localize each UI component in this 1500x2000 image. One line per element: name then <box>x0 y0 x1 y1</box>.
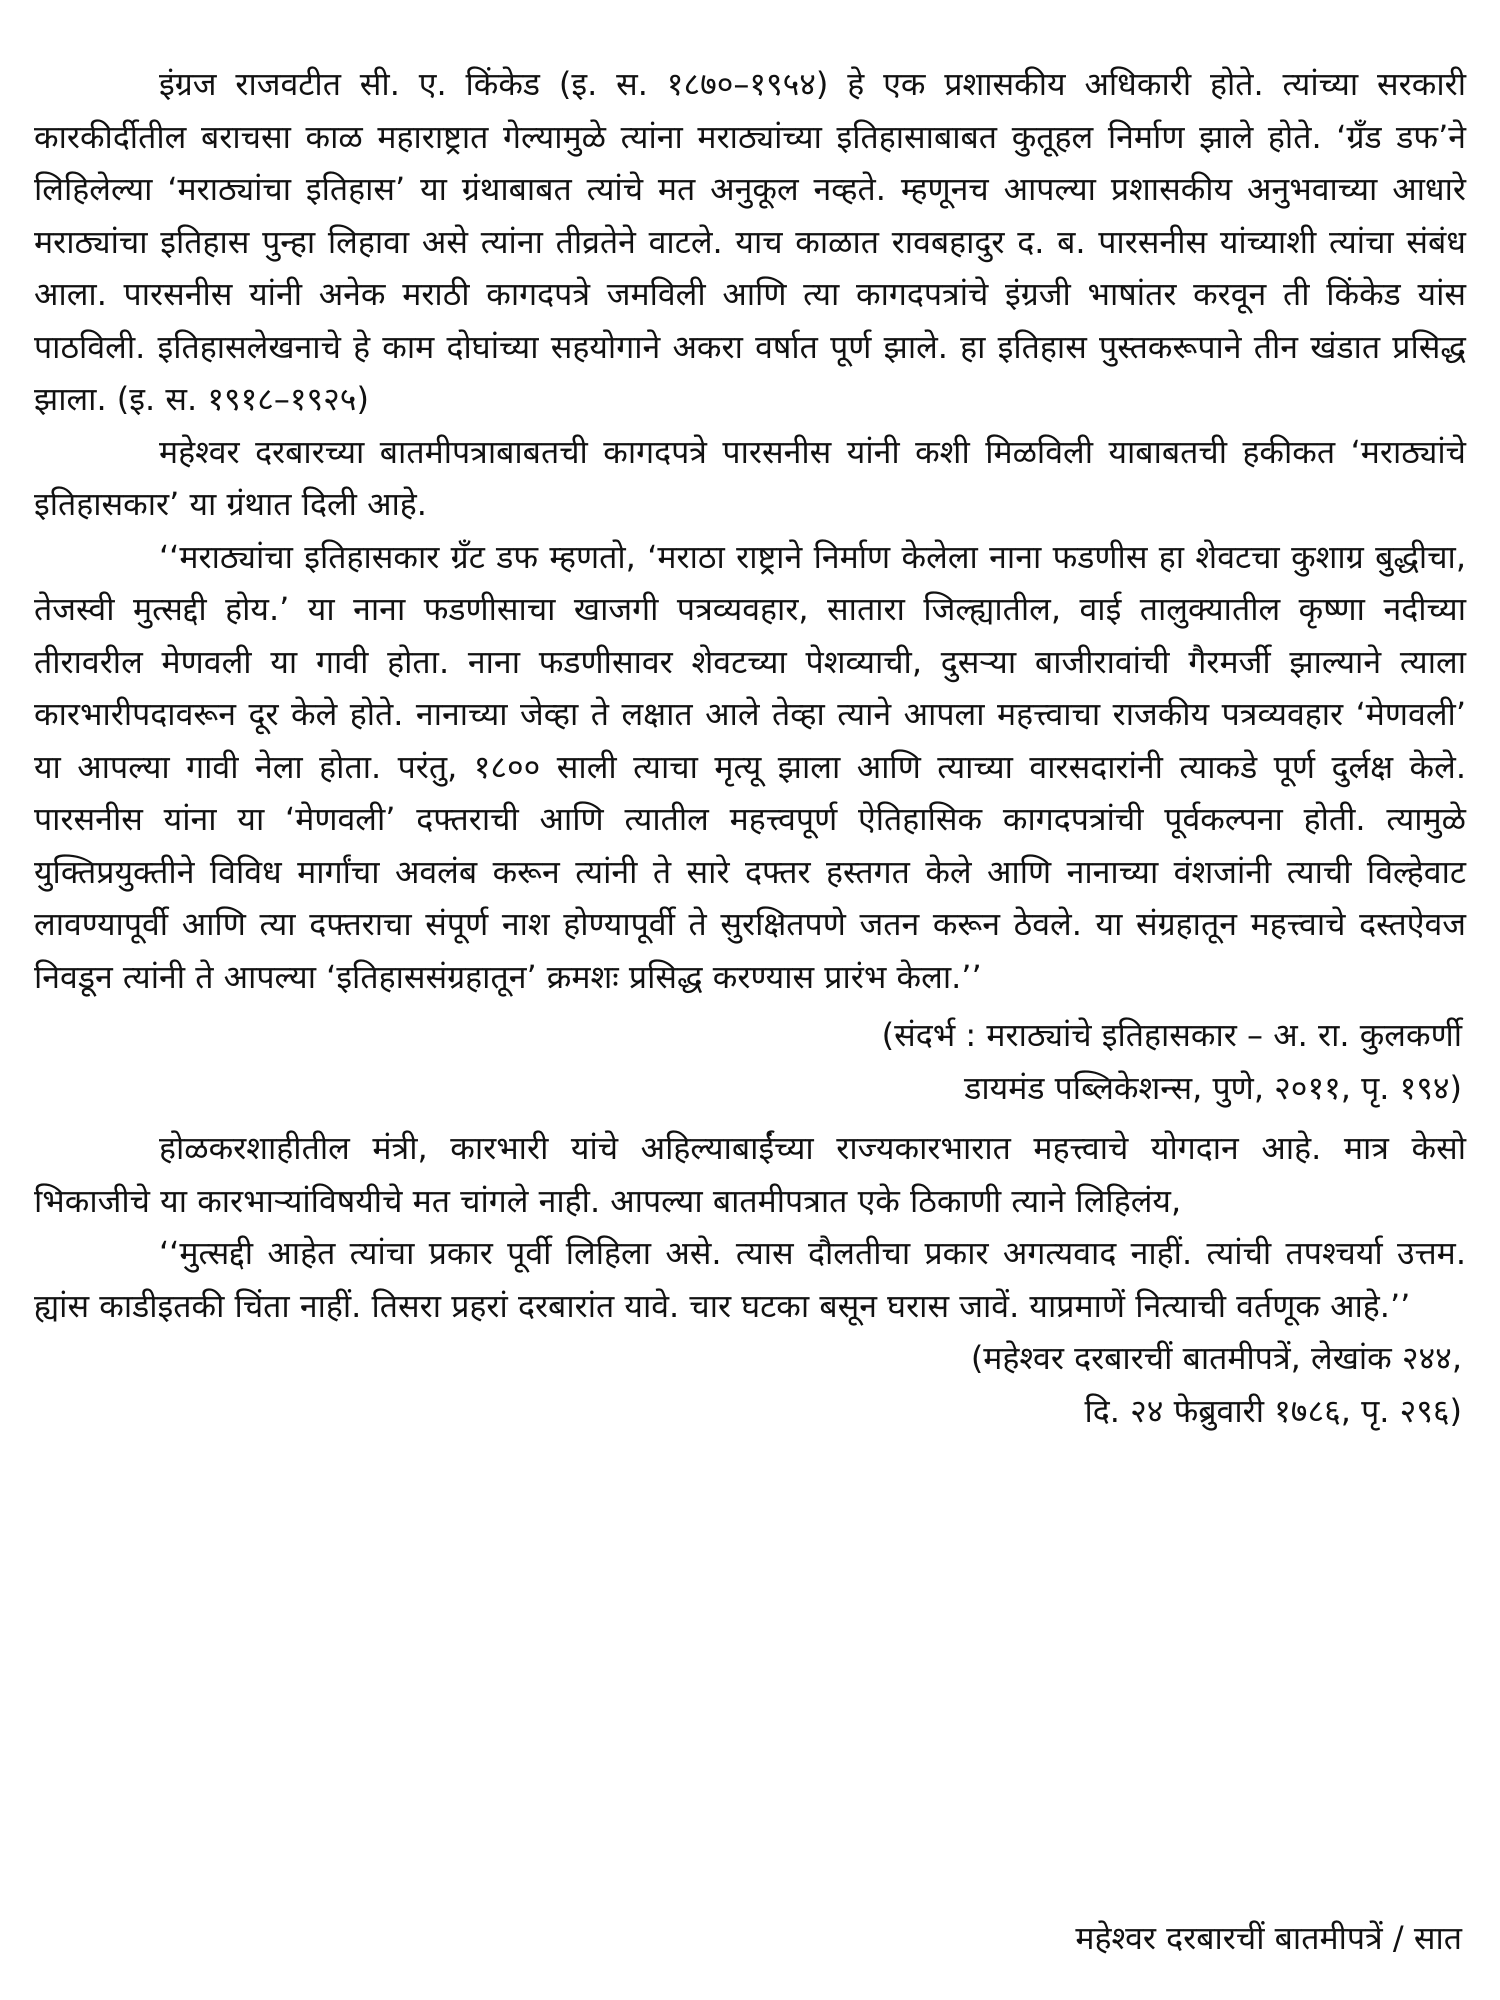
citation-1-line-2: डायमंड पब्लिकेशन्स, पुणे, २०११, पृ. १९४) <box>964 1068 1462 1107</box>
citation-block-2 <box>34 1332 1466 1437</box>
paragraph-holkar-ministers: होळकरशाहीतील मंत्री, कारभारी यांचे अहिल्याबाईंच्या राज्यकारभारात महत्त्वाचे योगदान आहे. मात्र केसो भिकाजीचे या कारभाऱ्यांविषयीचे मत चांगले नाही. आपल्या बातमीपत्रात एके ठिकाणी त्याने लिहिलंय, <box>34 1129 1466 1220</box>
citation-1-line-1: (संदर्भ : मराठ्यांचे इतिहासकार – अ. रा. कुलकर्णी <box>881 1016 1462 1054</box>
quote-mutsaddi: ‘‘मुत्सद्दी आहेत त्यांचा प्रकार पूर्वी लिहिला असे. त्यास दौलतीचा प्रकार अगत्यवाद नाहीं. त्यांची तपश्चर्या उत्तम. ह्यांस काडीइतकी चिंता नाहीं. तिसरा प्रहरां दरबारांत यावे. चार घटका बसून घरास जावें. याप्रमाणें नित्याची वर्तणूक आहे.’’ <box>34 1234 1466 1325</box>
paragraph-maheshwar-papers: महेश्वर दरबारच्या बातमीपत्राबाबतची कागदपत्रे पारसनीस यांनी कशी मिळविली याबाबतची हकीकत ‘मराठ्यांचे इतिहासकार’ या ग्रंथात दिली आहे. <box>34 432 1466 523</box>
citation-2-line-1: (महेश्वर दरबारचीं बातमीपत्रें, लेखांक २४४, <box>970 1339 1462 1377</box>
citation-block-1 <box>34 1009 1466 1114</box>
citation-2-line-2: दि. २४ फेब्रुवारी १७८६, पृ. २९६) <box>1084 1391 1462 1430</box>
quote-menavali: ‘‘मराठ्यांचा इतिहासकार ग्रँट डफ म्हणतो, ‘मराठा राष्ट्राने निर्माण केलेला नाना फडणीस हा शेवटचा कुशाग्र बुद्धीचा, तेजस्वी मुत्सद्दी होय.’ या नाना फडणीसाचा खाजगी पत्रव्यवहार, सातारा जिल्ह्यातील, वाई तालुक्यातील कृष्णा नदीच्या तीरावरील मेणवली या गावी होता. नाना फडणीसावर शेवटच्या पेशव्याची, दुसऱ्या बाजीरावांची गैरमर्जी झाल्याने त्याला कारभारीपदावरून दूर केले होते. नानाच्या जेव्हा ते लक्षात आले तेव्हा त्याने आपला महत्त्वाचा राजकीय पत्रव्यवहार ‘मेणवली’ या आपल्या गावी नेला होता. परंतु, १८०० साली त्याचा मृत्यू झाला आणि त्याच्या वारसदारांनी त्याकडे पूर्ण दुर्लक्ष केले. पारसनीस यांना या ‘मेणवली’ दफ्तराची आणि त्यातील महत्त्वपूर्ण ऐतिहासिक कागदपत्रांची पूर्वकल्पना होती. त्यामुळे युक्तिप्रयुक्तीने विविध मार्गांचा अवलंब करून त्यांनी ते सारे दफ्तर हस्तगत केले आणि नानाच्या वंशजांनी त्याची विल्हेवाट लावण्यापूर्वी आणि त्या दफ्तराचा संपूर्ण नाश होण्यापूर्वी ते सुरक्षितपणे जतन करून ठेवले. या संग्रहातून महत्त्वाचे दस्तऐवज निवडून त्यांनी ते आपल्या ‘इतिहाससंग्रहातून’ क्रमशः प्रसिद्ध करण्यास प्रारंभ केला.’’ <box>34 537 1466 996</box>
paragraph-kincaid: इंग्रज राजवटीत सी. ए. किंकेड (इ. स. १८७०–१९५४) हे एक प्रशासकीय अधिकारी होते. त्यांच्या सरकारी कारकीर्दीतील बराचसा काळ महाराष्ट्रात गेल्यामुळे त्यांना मराठ्यांच्या इतिहासाबाबत कुतूहल निर्माण झाले होते. ‘ग्रँड डफ’ने लिहिलेल्या ‘मराठ्यांचा इतिहास’ या ग्रंथाबाबत त्यांचे मत अनुकूल नव्हते. म्हणूनच आपल्या प्रशासकीय अनुभवाच्या आधारे मराठ्यांचा इतिहास पुन्हा लिहावा असे त्यांना तीव्रतेने वाटले. याच काळात रावबहादुर द. ब. पारसनीस यांच्याशी त्यांचा संबंध आला. पारसनीस यांनी अनेक मराठी कागदपत्रे जमविली आणि त्या कागदपत्रांचे इंग्रजी भाषांतर करवून ती किंकेड यांस पाठविली. इतिहासलेखनाचे हे काम दोघांच्या सहयोगाने अकरा वर्षात पूर्ण झाले. हा इतिहास पुस्तकरूपाने तीन खंडात प्रसिद्ध झाला. (इ. स. १९१८–१९२५) <box>34 65 1466 418</box>
page-footer: महेश्वर दरबारचीं बातमीपत्रें / सात <box>1075 1919 1462 1957</box>
